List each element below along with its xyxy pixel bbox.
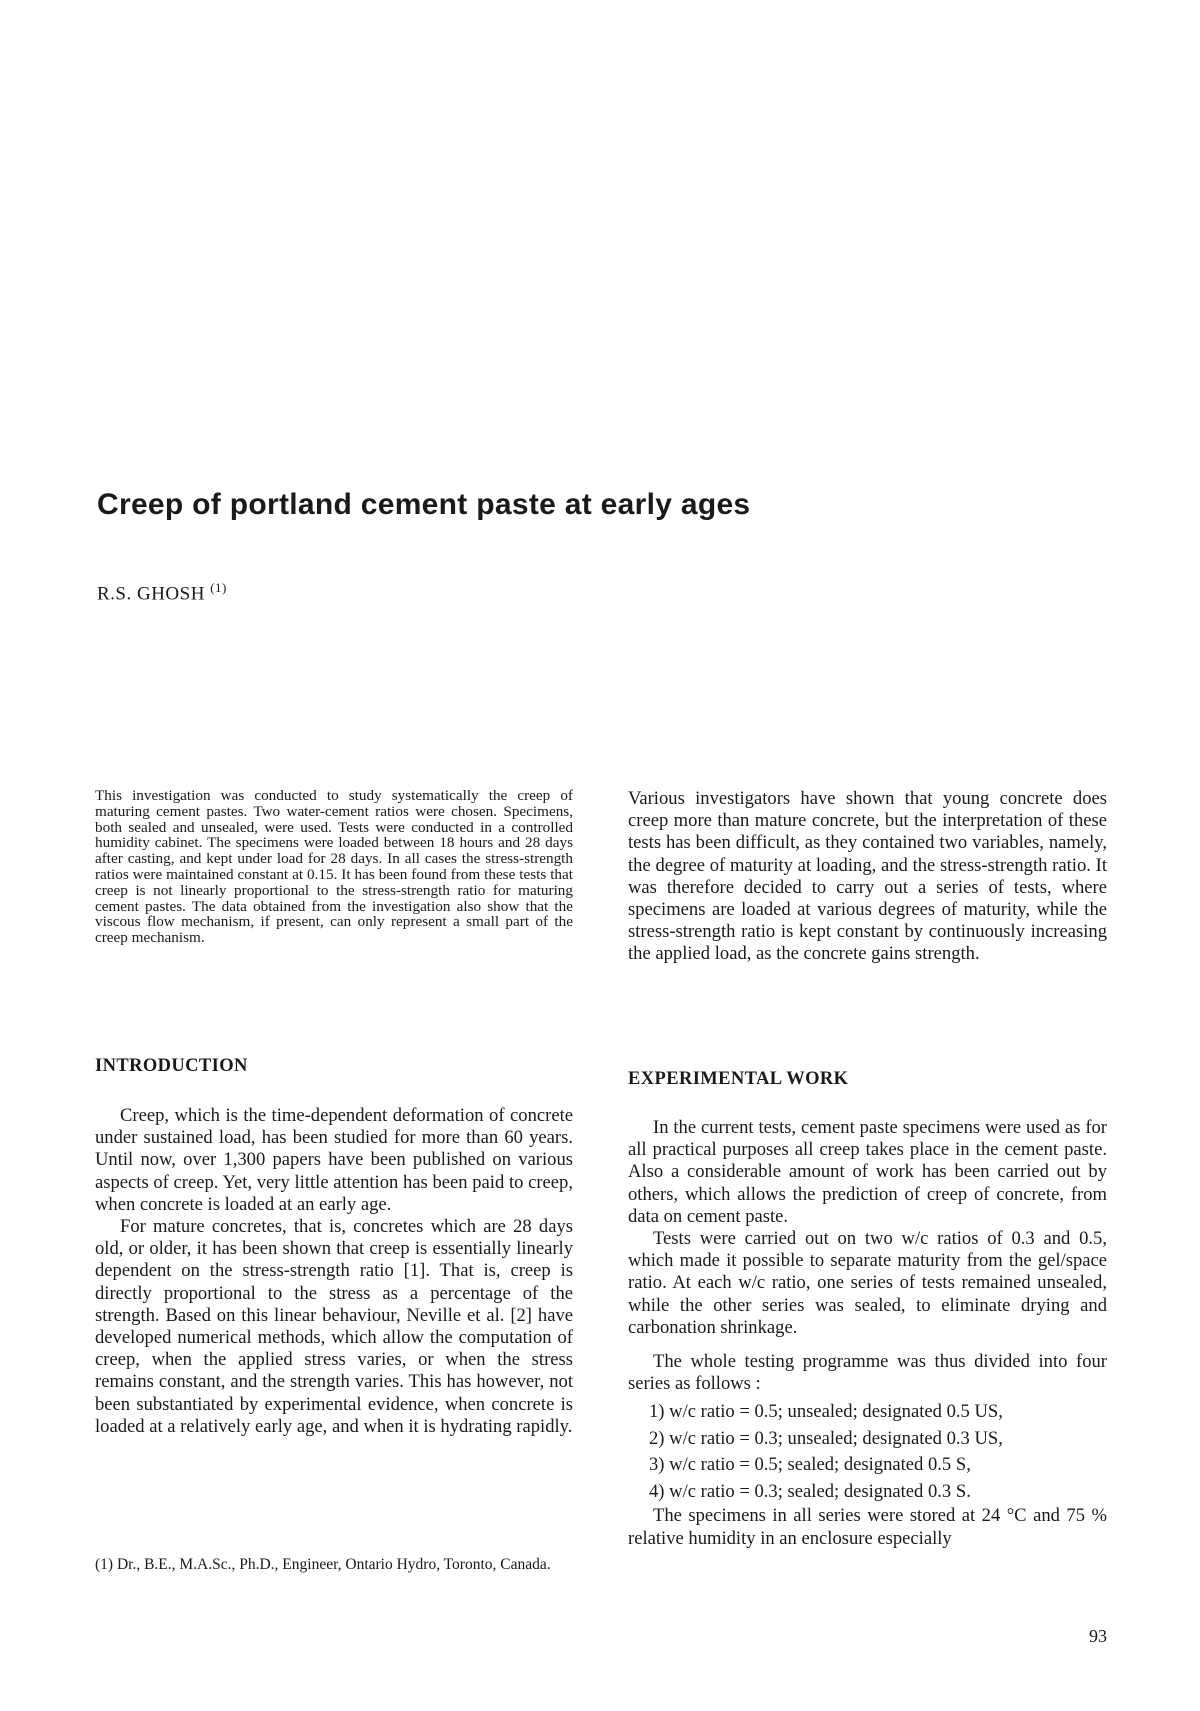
series-list: [628, 1399, 1107, 1505]
page-number: 93: [1089, 1626, 1107, 1646]
introduction-heading: INTRODUCTION: [95, 1056, 248, 1076]
introduction-body: [95, 1105, 573, 1438]
experimental-paragraph: In the current tests, cement paste specimens were used as for all practical purposes all creep takes place in the cement paste. Also a considerable amount of work has been carried out by others, which allows the prediction of creep of concrete, from data on cement paste.: [628, 1117, 1107, 1227]
author-footnote: (1) Dr., B.E., M.A.Sc., Ph.D., Engineer, Ontario Hydro, Toronto, Canada.: [95, 1556, 551, 1573]
abstract: This investigation was conducted to study systematically the creep of maturing cement pastes. Two water-cement ratios were chosen. Specimens, both sealed and unsealed, were used. Tests were conducted in a controlled humidity cabinet. The specimens were loaded between 18 hours and 28 days after casting, and kept under load for 28 days. In all cases the stress-strength ratios were maintained constant at 0.15. It has been found from these tests that creep is not linearly proportional to the stress-strength ratio for maturing cement pastes. The data obtained from the investigation also show that the viscous flow mechanism, if present, can only represent a small part of the creep mechanism.: [95, 787, 573, 947]
author-name: R.S. GHOSH: [97, 583, 205, 605]
author-footnote-mark: (1): [210, 580, 227, 595]
experimental-paragraph: The whole testing programme was thus divided into four series as follows :: [628, 1351, 1107, 1395]
author-line: [97, 580, 227, 605]
experimental-paragraph: Tests were carried out on two w/c ratios of 0.3 and 0.5, which made it possible to separate maturity from the gel/space ratio. At each w/c ratio, one series of tests remained unsealed, while the other series was sealed, to eliminate drying and carbonation shrinkage.: [628, 1228, 1107, 1338]
series-item: 3) w/c ratio = 0.5; sealed; designated 0.5 S,: [649, 1454, 971, 1476]
lead-paragraph: Various investigators have shown that young concrete does creep more than mature concrete, but the interpretation of these tests has been difficult, as they contained two variables, namely, the degree of maturity at loading, and the stress-strength ratio. It was therefore decided to carry out a series of tests, where specimens are loaded at various degrees of maturity, while the stress-strength ratio is kept constant by continuously increasing the applied load, as the concrete gains strength.: [628, 788, 1107, 965]
experimental-closing: The specimens in all series were stored at 24 °C and 75 % relative humidity in an enclosure especially: [628, 1505, 1107, 1549]
series-item: 2) w/c ratio = 0.3; unsealed; designated 0.3 US,: [649, 1427, 1003, 1449]
experimental-body: [628, 1117, 1107, 1550]
introduction-paragraph: For mature concretes, that is, concretes which are 28 days old, or older, it has been shown that creep is essentially linearly dependent on the stress-strength ratio [1]. That is, creep is directly proportional to the stress as a percentage of the strength. Based on this linear behaviour, Neville et al. [2] have developed numerical methods, which allow the computation of creep, when the applied stress varies, or when the stress remains constant, and the strength varies. This has however, not been substantiated by experimental evidence, when concrete is loaded at a relatively early age, and when it is hydrating rapidly.: [95, 1216, 573, 1437]
series-item: 4) w/c ratio = 0.3; sealed; designated 0.3 S.: [649, 1480, 971, 1502]
series-item: 1) w/c ratio = 0.5; unsealed; designated 0.5 US,: [649, 1401, 1003, 1423]
paper-title: Creep of portland cement paste at early ages: [97, 488, 751, 521]
introduction-paragraph: Creep, which is the time-dependent deformation of concrete under sustained load, has been studied for more than 60 years. Until now, over 1,300 papers have been published on various aspects of creep. Yet, very little attention has been paid to creep, when concrete is loaded at an early age.: [95, 1105, 573, 1215]
experimental-heading: EXPERIMENTAL WORK: [628, 1069, 849, 1089]
